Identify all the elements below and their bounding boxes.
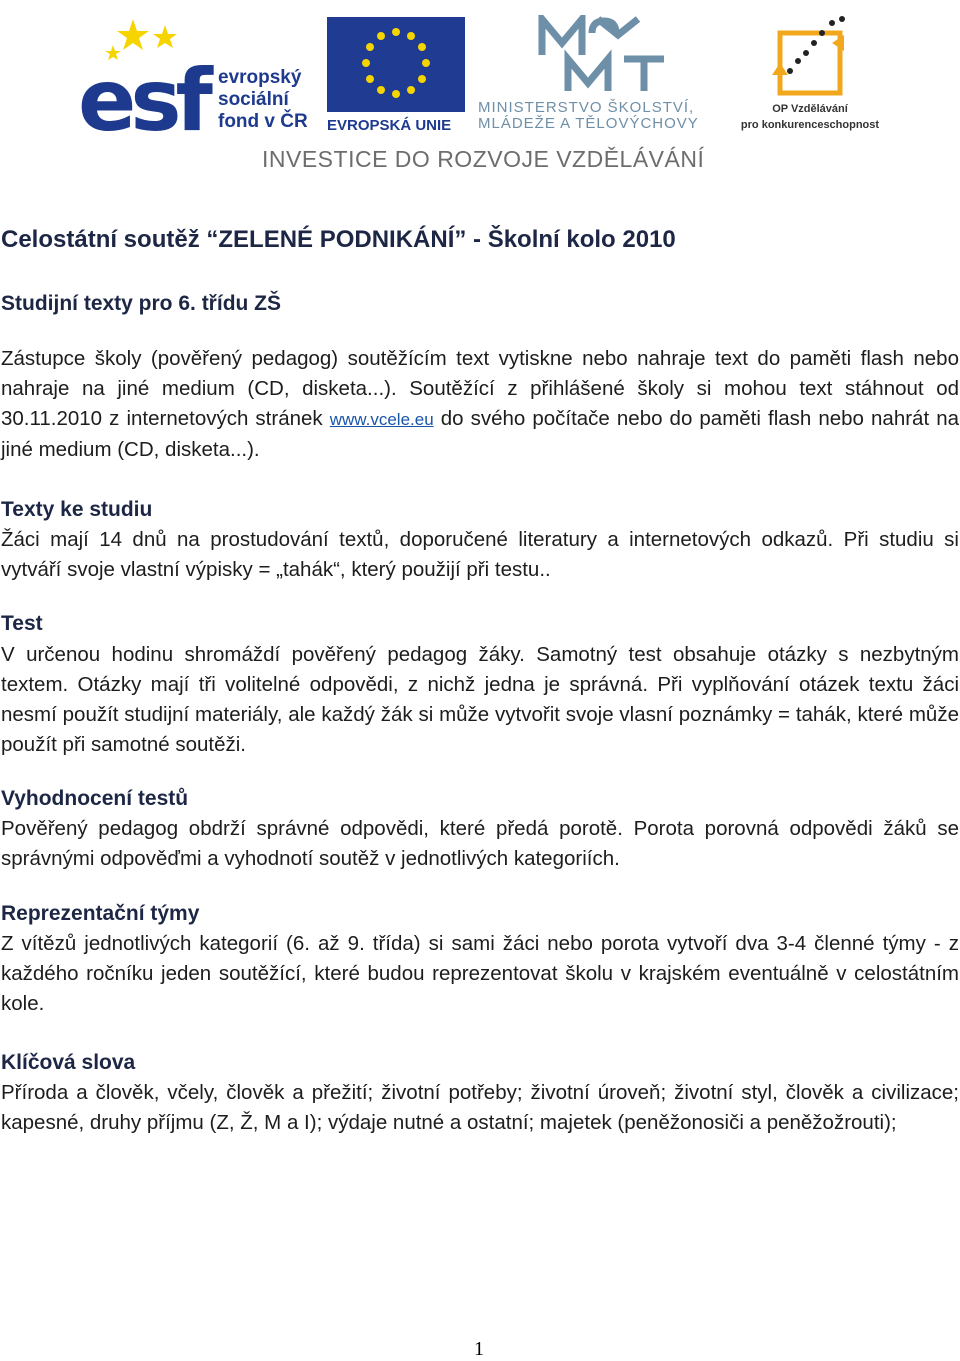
eu-logo-text: EVROPSKÁ UNIE	[327, 117, 452, 134]
msmt-line-1: MINISTERSTVO ŠKOLSTVÍ,	[478, 99, 695, 116]
msmt-line-2: MLÁDEŽE A TĚLOVÝCHOVY	[478, 115, 699, 132]
section-body-klicova-slova: Příroda a člověk, včely, člověk a přežití; životní potřeby; životní úroveň; životní styl, člověk a civilizace; kapesné, druhy příjmu (Z, Ž, M a I); výdaje nutné a ostatní; majetek (peněžonosiči a peněžožrouti);	[1, 1081, 959, 1134]
op-logo-text	[730, 101, 890, 133]
esf-line-3: fond v ČR	[218, 111, 308, 132]
investice-banner-text: INVESTICE DO ROZVOJE VZDĚLÁVÁNÍ	[262, 146, 705, 172]
op-line-2: pro konkurenceschopnost	[740, 119, 880, 131]
op-emblem-icon	[760, 15, 855, 105]
logo-banner	[0, 0, 960, 185]
section-heading-klicova-slova: Klíčová slova	[1, 1051, 136, 1074]
section-body-test: V určenou hodinu shromáždí pověřený pedagog žáky. Samotný test obsahuje otázky s nezbytným textem. Otázky mají tři volitelné odpovědi, z nichž jedna je správná. Při vyplňování otázek textu žáci nesmí použít studijní materiály, ale každý žák si může vytvořit svoje vlasní poznámky = tahák, které může použít při samotné soutěži.	[1, 643, 959, 756]
eu-logo	[327, 17, 467, 137]
esf-line-1: evropský	[218, 67, 302, 88]
document-title: Celostátní soutěž “ZELENÉ PODNIKÁNÍ” - Školní kolo 2010	[1, 226, 676, 253]
section-heading-texty-ke-studiu: Texty ke studiu	[1, 498, 153, 521]
document-subtitle: Studijní texty pro 6. třídu ZŠ	[1, 292, 282, 315]
vcele-link[interactable]: www.vcele.eu	[329, 410, 434, 429]
esf-line-2: sociální	[218, 89, 289, 110]
eu-flag	[327, 17, 465, 112]
page-number: 1	[474, 1338, 484, 1360]
section-heading-reprezentacni-tymy: Reprezentační týmy	[1, 902, 200, 925]
section-body-texty-ke-studiu: Žáci mají 14 dnů na prostudování textů, doporučené literatury a internetových odkazů. Při studiu si vytváří svoje vlastní výpisky = „tahák“, který použijí při testu..	[1, 528, 959, 581]
msmt-logo	[478, 15, 718, 140]
section-body-reprezentacni-tymy: Z vítězů jednotlivých kategorií (6. až 9. třída) si sami žáci nebo porota vytvoří dva 3-4 členné týmy - z každého ročníku jeden soutěžící, které budou reprezentovat školu v krajském eventuálně v celostátním kole.	[1, 932, 959, 1015]
intro-text-before-link: Zástupce školy (pověřený pedagog) soutěžícím text vytiskne nebo nahraje text do paměti flash nebo nahraje na jiné medium (CD, disketa...). Soutěžící z přihlášené školy si mohou text stáhnout od 30.11.2010 z internetových stránek	[1, 347, 959, 430]
esf-logo	[78, 17, 318, 151]
eu-stars-icon	[327, 17, 465, 112]
msmt-emblem-icon	[538, 15, 668, 95]
esf-logo-text	[218, 67, 328, 133]
op-line-1: OP Vzdělávání	[772, 103, 848, 115]
section-heading-test: Test	[1, 612, 43, 635]
esf-letters: esf	[78, 51, 207, 151]
msmt-logo-text	[478, 100, 718, 132]
intro-text-after-link: do svého počítače nebo do paměti flash nebo nahrát na jiné medium (CD, disketa...).	[1, 407, 960, 461]
intro-paragraph	[1, 344, 959, 465]
section-body-vyhodnoceni-testu: Pověřený pedagog obdrží správné odpovědi, které předá porotě. Porota porovná odpovědi žáků se správnými odpověďmi a vyhodnotí soutěž v jednotlivých kategoriích.	[1, 817, 959, 870]
section-heading-vyhodnoceni-testu: Vyhodnocení testů	[1, 787, 189, 810]
op-vzdelavani-logo	[730, 15, 890, 140]
